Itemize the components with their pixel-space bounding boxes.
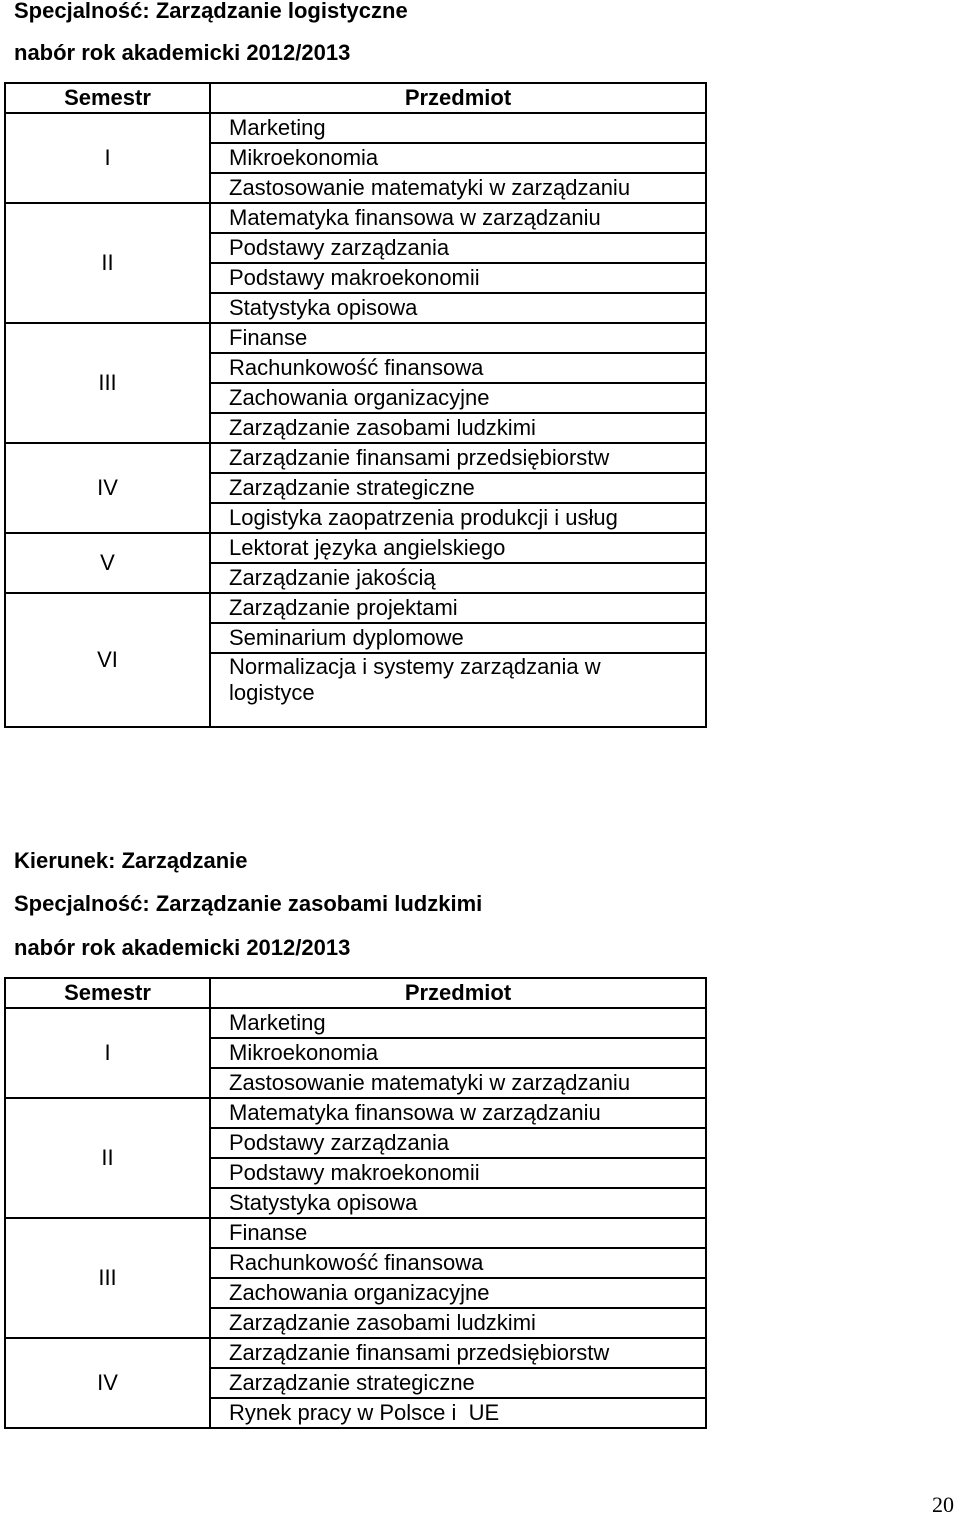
semester-cell: VI bbox=[5, 593, 210, 727]
table-row bbox=[5, 1338, 706, 1368]
table-row bbox=[5, 1218, 706, 1248]
subject-cell: Mikroekonomia bbox=[210, 1038, 706, 1068]
subject-column-header: Przedmiot bbox=[210, 978, 706, 1008]
table-row bbox=[5, 1008, 706, 1038]
table-row bbox=[5, 443, 706, 473]
subject-cell: Rachunkowość finansowa bbox=[210, 1248, 706, 1278]
subject-cell: Podstawy zarządzania bbox=[210, 1128, 706, 1158]
subject-cell: Lektorat języka angielskiego bbox=[210, 533, 706, 563]
subject-cell: Podstawy makroekonomii bbox=[210, 263, 706, 293]
subject-cell: Podstawy makroekonomii bbox=[210, 1158, 706, 1188]
subject-cell: Zastosowanie matematyki w zarządzaniu bbox=[210, 173, 706, 203]
subject-cell: Zarządzanie strategiczne bbox=[210, 1368, 706, 1398]
subject-cell: Podstawy zarządzania bbox=[210, 233, 706, 263]
semester-cell: II bbox=[5, 203, 210, 323]
semester-cell: III bbox=[5, 323, 210, 443]
subject-cell: Zarządzanie zasobami ludzkimi bbox=[210, 1308, 706, 1338]
subject-cell: Seminarium dyplomowe bbox=[210, 623, 706, 653]
subject-cell: Zastosowanie matematyki w zarządzaniu bbox=[210, 1068, 706, 1098]
table-header-row bbox=[5, 978, 706, 1008]
subject-column-header: Przedmiot bbox=[210, 83, 706, 113]
subject-cell: Logistyka zaopatrzenia produkcji i usług bbox=[210, 503, 706, 533]
subject-cell: Zarządzanie finansami przedsiębiorstw bbox=[210, 1338, 706, 1368]
section1-intake-heading: nabór rok akademicki 2012/2013 bbox=[14, 40, 351, 65]
section1-curriculum-table bbox=[4, 82, 707, 728]
subject-cell: Rynek pracy w Polsce i UE bbox=[210, 1398, 706, 1428]
subject-cell: Marketing bbox=[210, 1008, 706, 1038]
table-row bbox=[5, 113, 706, 143]
table-row bbox=[5, 1098, 706, 1128]
subject-cell: Matematyka finansowa w zarządzaniu bbox=[210, 203, 706, 233]
subject-cell: Zachowania organizacyjne bbox=[210, 1278, 706, 1308]
table-row bbox=[5, 203, 706, 233]
semester-cell: V bbox=[5, 533, 210, 593]
semester-cell: I bbox=[5, 1008, 210, 1098]
semester-cell: IV bbox=[5, 443, 210, 533]
subject-cell: Statystyka opisowa bbox=[210, 293, 706, 323]
semester-cell: III bbox=[5, 1218, 210, 1338]
subject-cell: Finanse bbox=[210, 1218, 706, 1248]
section2-specialization-heading: Specjalność: Zarządzanie zasobami ludzkimi bbox=[14, 891, 483, 916]
semester-column-header: Semestr bbox=[5, 978, 210, 1008]
semester-cell: I bbox=[5, 113, 210, 203]
subject-cell: Statystyka opisowa bbox=[210, 1188, 706, 1218]
subject-cell: Zarządzanie zasobami ludzkimi bbox=[210, 413, 706, 443]
section1-specialization-heading: Specjalność: Zarządzanie logistyczne bbox=[14, 0, 408, 23]
subject-cell: Zarządzanie strategiczne bbox=[210, 473, 706, 503]
subject-cell: Zachowania organizacyjne bbox=[210, 383, 706, 413]
semester-cell: II bbox=[5, 1098, 210, 1218]
subject-cell: Zarządzanie finansami przedsiębiorstw bbox=[210, 443, 706, 473]
section2-intake-heading: nabór rok akademicki 2012/2013 bbox=[14, 935, 351, 960]
semester-cell: IV bbox=[5, 1338, 210, 1428]
subject-cell: Finanse bbox=[210, 323, 706, 353]
table-row bbox=[5, 593, 706, 623]
page-number: 20 bbox=[932, 1492, 954, 1517]
semester-column-header: Semestr bbox=[5, 83, 210, 113]
table-header-row bbox=[5, 83, 706, 113]
subject-cell: Zarządzanie jakością bbox=[210, 563, 706, 593]
subject-cell: Mikroekonomia bbox=[210, 143, 706, 173]
subject-cell: Zarządzanie projektami bbox=[210, 593, 706, 623]
subject-cell: Marketing bbox=[210, 113, 706, 143]
section2-direction-heading: Kierunek: Zarządzanie bbox=[14, 848, 248, 873]
table-row bbox=[5, 533, 706, 563]
subject-cell: Matematyka finansowa w zarządzaniu bbox=[210, 1098, 706, 1128]
section2-curriculum-table bbox=[4, 977, 707, 1429]
table-row bbox=[5, 323, 706, 353]
subject-cell: Normalizacja i systemy zarządzania w logistyce bbox=[210, 653, 706, 727]
subject-cell: Rachunkowość finansowa bbox=[210, 353, 706, 383]
